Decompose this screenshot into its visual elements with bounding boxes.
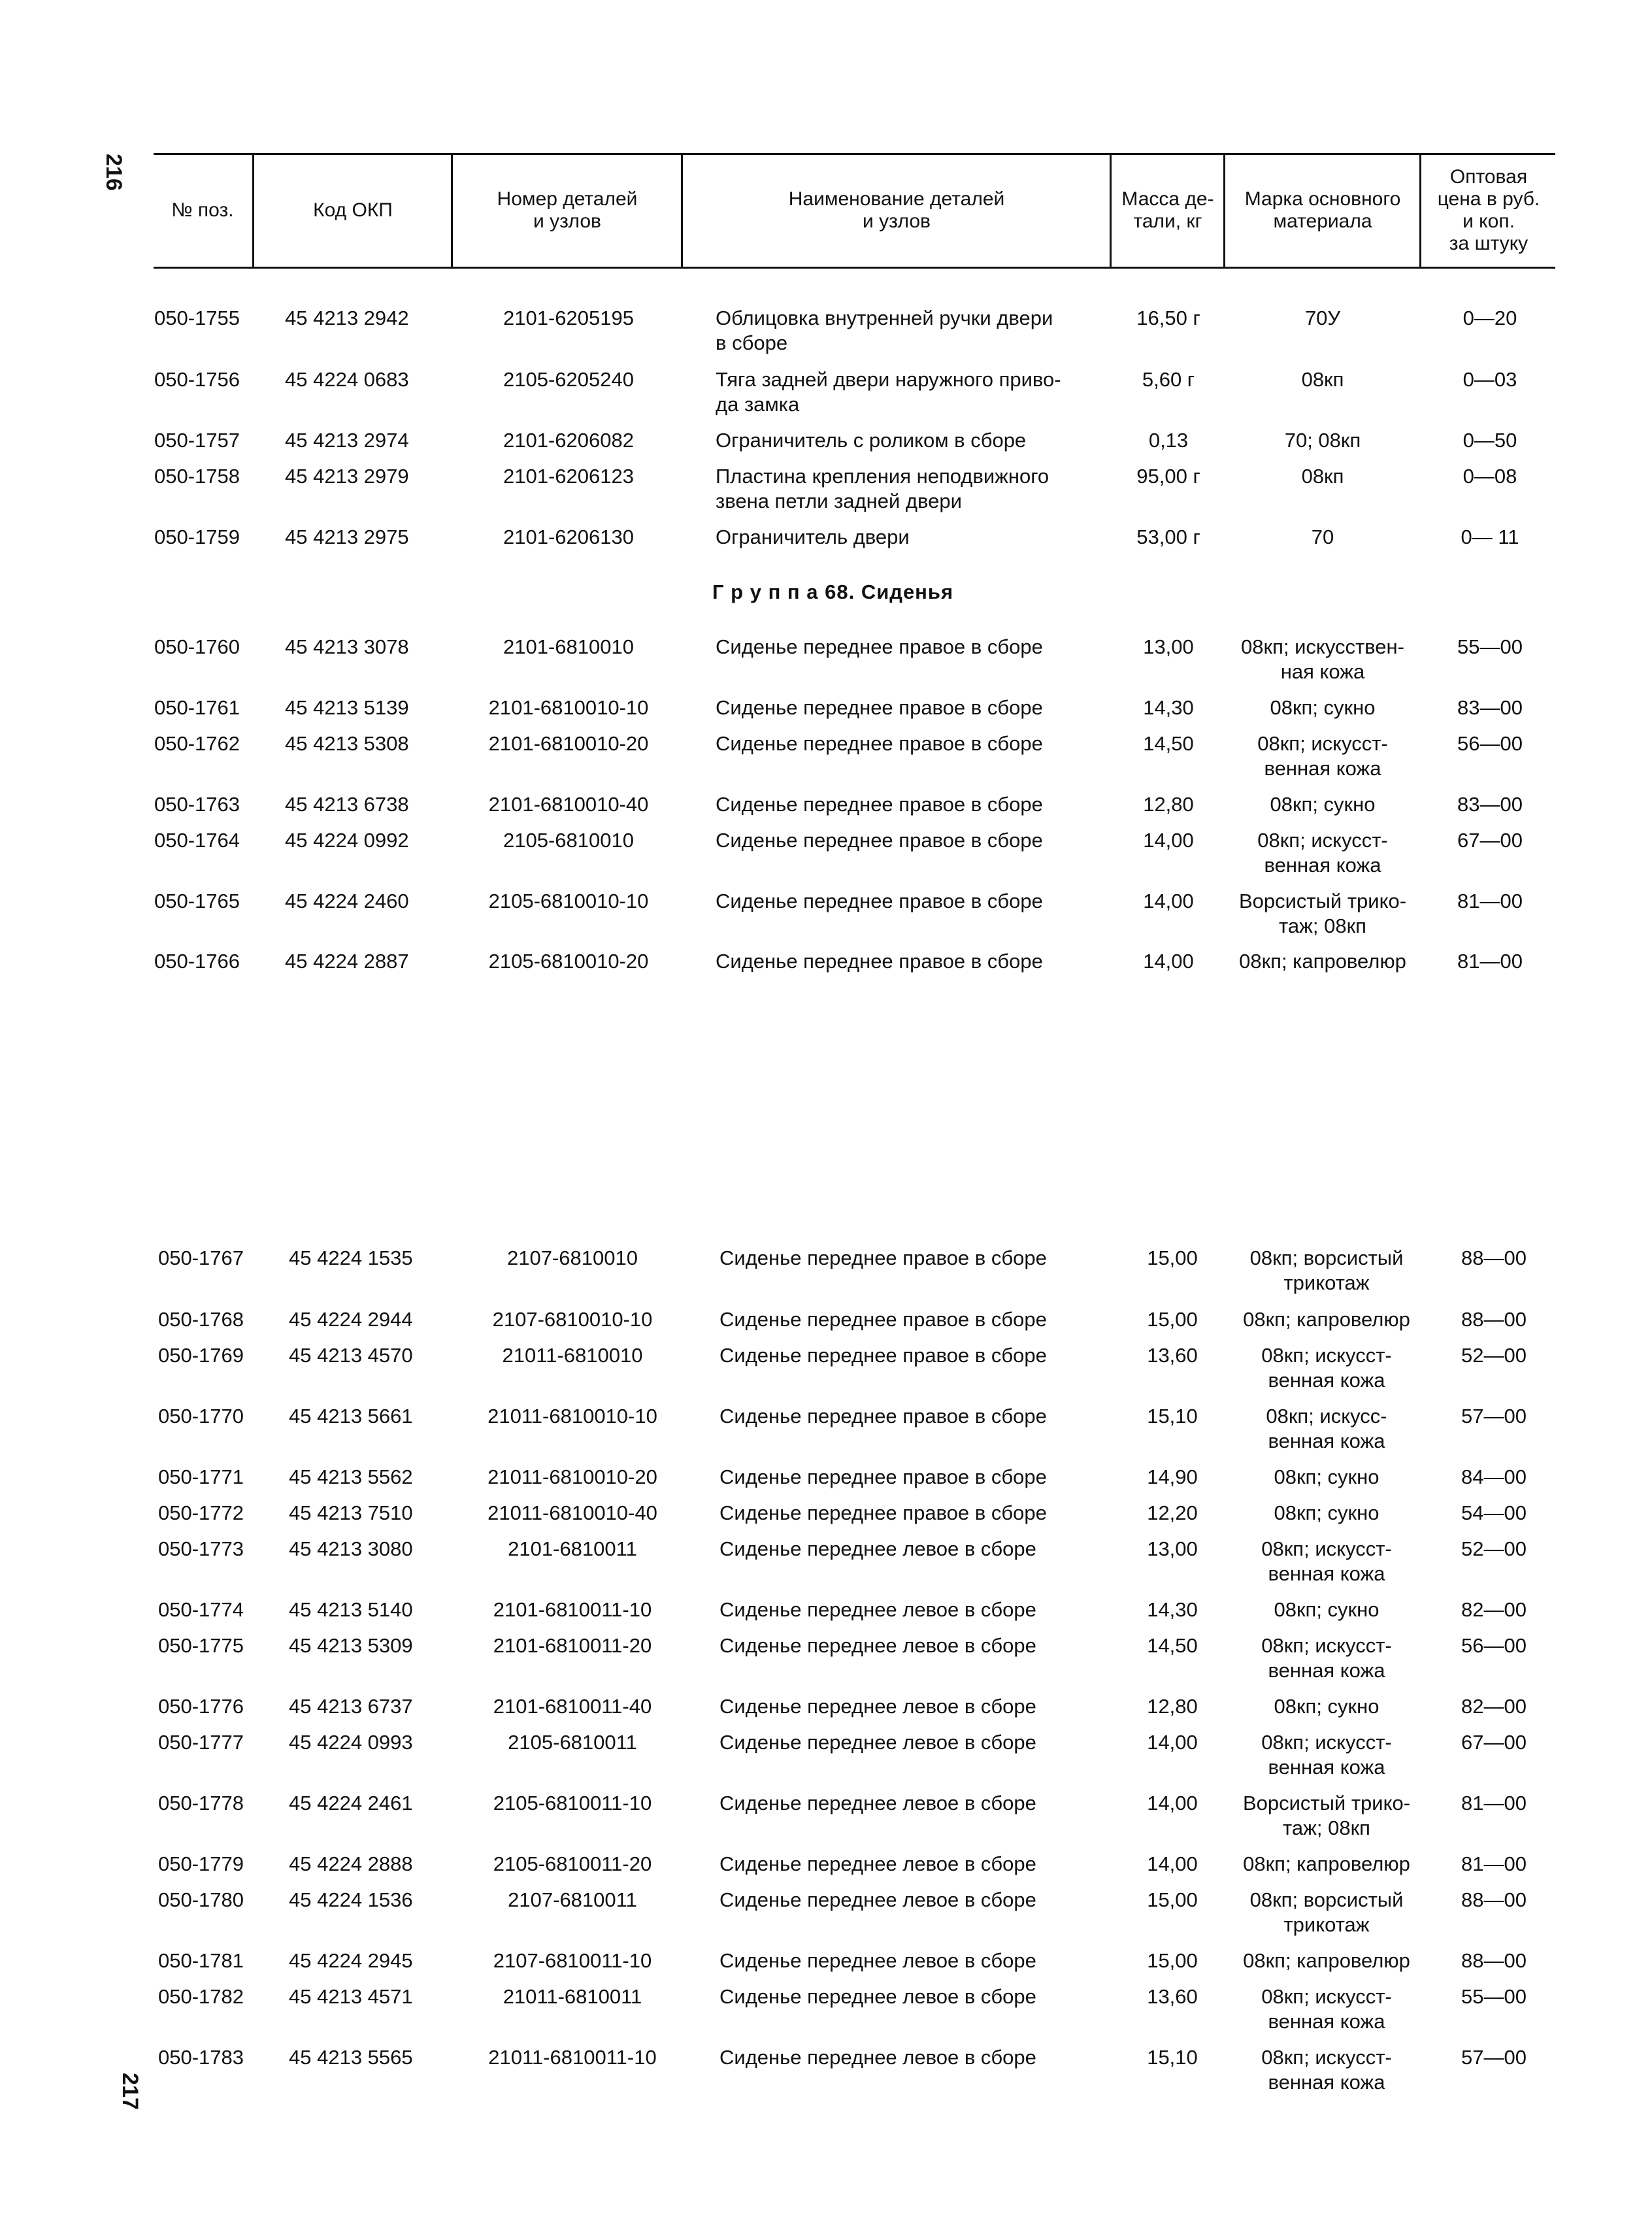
part-number: 2101-6810010-10 [488, 696, 649, 719]
material-grade: 08кп; искусст- венная кожа [1257, 829, 1388, 877]
part-mass: 13,60 [1147, 1985, 1198, 2008]
wholesale-price: 67—00 [1457, 829, 1523, 852]
wholesale-price: 52—00 [1461, 1344, 1527, 1367]
wholesale-price: 88—00 [1461, 1949, 1527, 1972]
material-grade: 08кп; капровелюр [1243, 1308, 1410, 1331]
header-name: Наименование деталей и узлов [788, 188, 1005, 232]
wholesale-price: 81—00 [1461, 1792, 1527, 1814]
okp-code: 45 4213 6738 [285, 793, 409, 816]
okp-code: 45 4213 4571 [289, 1985, 413, 2008]
okp-code: 45 4224 0992 [285, 829, 409, 852]
material-grade: 08кп; капровелюр [1239, 950, 1406, 973]
okp-code: 45 4213 2975 [285, 526, 409, 548]
part-mass: 14,50 [1143, 732, 1194, 755]
part-mass: 16,50 г [1136, 307, 1200, 329]
part-name: Сиденье переднее правое в сборе [719, 1308, 1047, 1331]
wholesale-price: 67—00 [1461, 1731, 1527, 1754]
header-divider [1110, 154, 1112, 267]
part-name: Сиденье переднее левое в сборе [719, 1598, 1036, 1621]
position-number: 050-1780 [158, 1888, 244, 1911]
material-grade: 08кп; сукно [1274, 1598, 1379, 1621]
part-name: Сиденье переднее правое в сборе [716, 829, 1043, 852]
position-number: 050-1777 [158, 1731, 244, 1754]
material-grade: 70 [1311, 526, 1334, 548]
part-mass: 14,90 [1147, 1465, 1198, 1488]
okp-code: 45 4213 2942 [285, 307, 409, 329]
okp-code: 45 4224 2460 [285, 890, 409, 912]
part-number: 2105-6205240 [503, 368, 634, 391]
material-grade: 08кп; искусст- венная кожа [1261, 2046, 1392, 2094]
material-grade: 08кп; искусст- венная кожа [1261, 1985, 1392, 2033]
position-number: 050-1781 [158, 1949, 244, 1972]
okp-code: 45 4213 2979 [285, 465, 409, 488]
part-mass: 15,00 [1147, 1888, 1198, 1911]
okp-code: 45 4213 3080 [289, 1537, 413, 1560]
header-material: Марка основного материала [1244, 188, 1401, 232]
part-mass: 12,80 [1143, 793, 1194, 816]
material-grade: 08кп; искусст- венная кожа [1261, 1344, 1392, 1392]
page-number-bottom: 217 [117, 2073, 142, 2110]
part-mass: 14,00 [1147, 1792, 1198, 1814]
okp-code: 45 4224 2461 [289, 1792, 413, 1814]
part-number: 2105-6810011-10 [493, 1792, 652, 1814]
position-number: 050-1767 [158, 1246, 244, 1269]
part-mass: 95,00 г [1136, 465, 1200, 488]
part-mass: 15,00 [1147, 1308, 1198, 1331]
part-name: Сиденье переднее левое в сборе [719, 1852, 1036, 1875]
okp-code: 45 4213 5565 [289, 2046, 413, 2069]
position-number: 050-1771 [158, 1465, 244, 1488]
okp-code: 45 4213 5562 [289, 1465, 413, 1488]
material-grade: 08кп; искусст- венная кожа [1261, 1731, 1392, 1779]
part-mass: 15,10 [1147, 2046, 1198, 2069]
wholesale-price: 52—00 [1461, 1537, 1527, 1560]
okp-code: 45 4224 2945 [289, 1949, 413, 1972]
part-number: 2101-6810010-20 [488, 732, 649, 755]
part-mass: 13,00 [1143, 635, 1194, 658]
position-number: 050-1770 [158, 1405, 244, 1428]
part-number: 21011-6810010 [502, 1344, 643, 1367]
position-number: 050-1761 [154, 696, 240, 719]
okp-code: 45 4213 5308 [285, 732, 409, 755]
part-mass: 14,00 [1147, 1852, 1198, 1875]
part-number: 21011-6810011 [503, 1985, 642, 2008]
okp-code: 45 4213 5139 [285, 696, 409, 719]
part-number: 2101-6205195 [503, 307, 634, 329]
part-name: Сиденье переднее правое в сборе [716, 696, 1043, 719]
position-number: 050-1755 [154, 307, 240, 329]
part-number: 2105-6810010-20 [488, 950, 649, 973]
part-name: Сиденье переднее левое в сборе [719, 1949, 1036, 1972]
position-number: 050-1773 [158, 1537, 244, 1560]
part-name: Сиденье переднее правое в сборе [719, 1405, 1047, 1428]
position-number: 050-1775 [158, 1634, 244, 1657]
okp-code: 45 4213 6737 [289, 1695, 413, 1718]
part-number: 2107-6810010-10 [492, 1308, 653, 1331]
wholesale-price: 83—00 [1457, 696, 1523, 719]
wholesale-price: 0— 11 [1461, 526, 1519, 548]
position-number: 050-1783 [158, 2046, 244, 2069]
material-grade: 08кп; искусст- венная кожа [1261, 1537, 1392, 1585]
part-number: 2105-6810011 [508, 1731, 637, 1754]
wholesale-price: 88—00 [1461, 1888, 1527, 1911]
part-number: 2105-6810011-20 [493, 1852, 652, 1875]
material-grade: 08кп; ворсистый трикотаж [1249, 1246, 1404, 1294]
okp-code: 45 4213 5661 [289, 1405, 413, 1428]
wholesale-price: 84—00 [1461, 1465, 1527, 1488]
part-name: Сиденье переднее левое в сборе [719, 1634, 1036, 1657]
position-number: 050-1758 [154, 465, 240, 488]
material-grade: Ворсистый трико- таж; 08кп [1238, 890, 1407, 937]
header-divider [252, 154, 254, 267]
part-mass: 12,80 [1147, 1695, 1198, 1718]
wholesale-price: 56—00 [1457, 732, 1523, 755]
part-name: Сиденье переднее левое в сборе [719, 1695, 1036, 1718]
part-mass: 13,00 [1147, 1537, 1198, 1560]
part-name: Сиденье переднее правое в сборе [716, 635, 1043, 658]
part-name: Сиденье переднее левое в сборе [719, 1792, 1036, 1814]
part-number: 2107-6810010 [507, 1246, 638, 1269]
wholesale-price: 83—00 [1457, 793, 1523, 816]
wholesale-price: 88—00 [1461, 1308, 1527, 1331]
page-number-top: 216 [101, 154, 126, 191]
wholesale-price: 82—00 [1461, 1695, 1527, 1718]
header-okp: Код ОКП [313, 199, 393, 221]
wholesale-price: 81—00 [1457, 890, 1523, 912]
material-grade: 08кп; сукно [1270, 793, 1376, 816]
part-number: 2101-6206082 [503, 429, 634, 452]
position-number: 050-1756 [154, 368, 240, 391]
part-number: 2101-6810011-40 [493, 1695, 652, 1718]
position-number: 050-1763 [154, 793, 240, 816]
wholesale-price: 56—00 [1461, 1634, 1527, 1657]
part-number: 2101-6810010 [503, 635, 634, 658]
material-grade: 08кп; сукно [1274, 1695, 1379, 1718]
part-mass: 5,60 г [1142, 368, 1195, 391]
part-number: 2107-6810011-10 [493, 1949, 652, 1972]
part-number: 21011-6810010-20 [487, 1465, 657, 1488]
part-name: Сиденье переднее правое в сборе [716, 793, 1043, 816]
position-number: 050-1772 [158, 1501, 244, 1524]
part-name: Сиденье переднее левое в сборе [719, 1985, 1036, 2008]
material-grade: 08кп; капровелюр [1243, 1852, 1410, 1875]
header-price: Оптовая цена в руб. и коп. за штуку [1437, 166, 1540, 254]
part-mass: 14,00 [1143, 829, 1194, 852]
okp-code: 45 4224 1536 [289, 1888, 413, 1911]
header-divider [451, 154, 453, 267]
part-name: Сиденье переднее левое в сборе [719, 1888, 1036, 1911]
wholesale-price: 82—00 [1461, 1598, 1527, 1621]
wholesale-price: 0—20 [1462, 307, 1517, 329]
position-number: 050-1776 [158, 1695, 244, 1718]
okp-code: 45 4213 4570 [289, 1344, 413, 1367]
part-number: 2105-6810010 [503, 829, 634, 852]
okp-code: 45 4224 2944 [289, 1308, 413, 1331]
part-name: Сиденье переднее левое в сборе [719, 2046, 1036, 2069]
wholesale-price: 88—00 [1461, 1246, 1527, 1269]
material-grade: 08кп; сукно [1270, 696, 1376, 719]
position-number: 050-1778 [158, 1792, 244, 1814]
position-number: 050-1782 [158, 1985, 244, 2008]
part-mass: 0,13 [1148, 429, 1189, 452]
material-grade: 70; 08кп [1284, 429, 1361, 452]
part-name: Ограничитель двери [716, 526, 910, 548]
material-grade: 08кп; искусс- венная кожа [1266, 1405, 1387, 1452]
position-number: 050-1762 [154, 732, 240, 755]
header-bottom-rule [154, 267, 1555, 269]
position-number: 050-1760 [154, 635, 240, 658]
part-number: 2101-6206130 [503, 526, 634, 548]
wholesale-price: 81—00 [1461, 1852, 1527, 1875]
part-name: Ограничитель с роликом в сборе [716, 429, 1027, 452]
header-number: Номер деталей и узлов [497, 188, 638, 232]
part-number: 21011-6810010-40 [487, 1501, 657, 1524]
part-number: 2101-6810011-10 [493, 1598, 652, 1621]
material-grade: 08кп; искусст- венная кожа [1261, 1634, 1392, 1682]
position-number: 050-1759 [154, 526, 240, 548]
part-name: Облицовка внутренней ручки двери в сборе [716, 307, 1053, 354]
part-mass: 14,00 [1143, 890, 1194, 912]
position-number: 050-1779 [158, 1852, 244, 1875]
okp-code: 45 4224 2888 [289, 1852, 413, 1875]
position-number: 050-1774 [158, 1598, 244, 1621]
part-name: Сиденье переднее правое в сборе [719, 1501, 1047, 1524]
part-name: Сиденье переднее правое в сборе [719, 1465, 1047, 1488]
part-mass: 14,00 [1147, 1731, 1198, 1754]
okp-code: 45 4224 2887 [285, 950, 409, 973]
part-number: 21011-6810010-10 [487, 1405, 657, 1428]
header-divider [1223, 154, 1225, 267]
part-name: Сиденье переднее левое в сборе [719, 1731, 1036, 1754]
part-mass: 14,00 [1143, 950, 1194, 973]
material-grade: 08кп [1301, 465, 1344, 488]
part-number: 2105-6810010-10 [488, 890, 649, 912]
okp-code: 45 4213 5140 [289, 1598, 413, 1621]
group-title: Г р у п п а 68. Сиденья [712, 580, 954, 603]
material-grade: 70У [1304, 307, 1341, 329]
wholesale-price: 0—50 [1462, 429, 1517, 452]
wholesale-price: 55—00 [1461, 1985, 1527, 2008]
okp-code: 45 4213 3078 [285, 635, 409, 658]
part-name: Пластина крепления неподвижного звена петли задней двери [716, 465, 1049, 512]
header-divider [681, 154, 683, 267]
wholesale-price: 0—03 [1462, 368, 1517, 391]
wholesale-price: 57—00 [1461, 2046, 1527, 2069]
material-grade: 08кп [1301, 368, 1344, 391]
position-number: 050-1766 [154, 950, 240, 973]
part-mass: 14,30 [1143, 696, 1194, 719]
part-name: Сиденье переднее правое в сборе [716, 890, 1043, 912]
material-grade: 08кп; сукно [1274, 1501, 1379, 1524]
part-mass: 12,20 [1147, 1501, 1198, 1524]
part-name: Сиденье переднее левое в сборе [719, 1537, 1036, 1560]
header-top-rule [154, 153, 1555, 155]
okp-code: 45 4224 0993 [289, 1731, 413, 1754]
okp-code: 45 4224 1535 [289, 1246, 413, 1269]
okp-code: 45 4213 2974 [285, 429, 409, 452]
material-grade: 08кп; ворсистый трикотаж [1249, 1888, 1404, 1936]
material-grade: 08кп; искусст- венная кожа [1257, 732, 1388, 780]
part-number: 2101-6810010-40 [488, 793, 649, 816]
position-number: 050-1757 [154, 429, 240, 452]
position-number: 050-1765 [154, 890, 240, 912]
header-mass: Масса де- тали, кг [1121, 188, 1214, 232]
part-number: 21011-6810011-10 [488, 2046, 657, 2069]
part-number: 2101-6810011-20 [493, 1634, 652, 1657]
wholesale-price: 57—00 [1461, 1405, 1527, 1428]
wholesale-price: 0—08 [1462, 465, 1517, 488]
material-grade: 08кп; искусствен- ная кожа [1241, 635, 1404, 683]
part-number: 2107-6810011 [508, 1888, 637, 1911]
position-number: 050-1768 [158, 1308, 244, 1331]
okp-code: 45 4213 5309 [289, 1634, 413, 1657]
position-number: 050-1769 [158, 1344, 244, 1367]
okp-code: 45 4224 0683 [285, 368, 409, 391]
okp-code: 45 4213 7510 [289, 1501, 413, 1524]
part-number: 2101-6810011 [508, 1537, 637, 1560]
part-mass: 15,10 [1147, 1405, 1198, 1428]
part-name: Сиденье переднее правое в сборе [716, 950, 1043, 973]
part-name: Сиденье переднее правое в сборе [719, 1344, 1047, 1367]
material-grade: 08кп; сукно [1274, 1465, 1379, 1488]
part-name: Сиденье переднее правое в сборе [719, 1246, 1047, 1269]
header-divider [1419, 154, 1421, 267]
part-mass: 53,00 г [1136, 526, 1200, 548]
wholesale-price: 81—00 [1457, 950, 1523, 973]
material-grade: 08кп; капровелюр [1243, 1949, 1410, 1972]
part-name: Тяга задней двери наружного приво- да замка [716, 368, 1061, 416]
wholesale-price: 54—00 [1461, 1501, 1527, 1524]
header-pos: № поз. [171, 199, 234, 221]
part-mass: 15,00 [1147, 1949, 1198, 1972]
position-number: 050-1764 [154, 829, 240, 852]
part-mass: 14,30 [1147, 1598, 1198, 1621]
part-name: Сиденье переднее правое в сборе [716, 732, 1043, 755]
material-grade: Ворсистый трико- таж; 08кп [1242, 1792, 1411, 1839]
part-mass: 15,00 [1147, 1246, 1198, 1269]
part-mass: 14,50 [1147, 1634, 1198, 1657]
wholesale-price: 55—00 [1457, 635, 1523, 658]
part-number: 2101-6206123 [503, 465, 634, 488]
part-mass: 13,60 [1147, 1344, 1198, 1367]
